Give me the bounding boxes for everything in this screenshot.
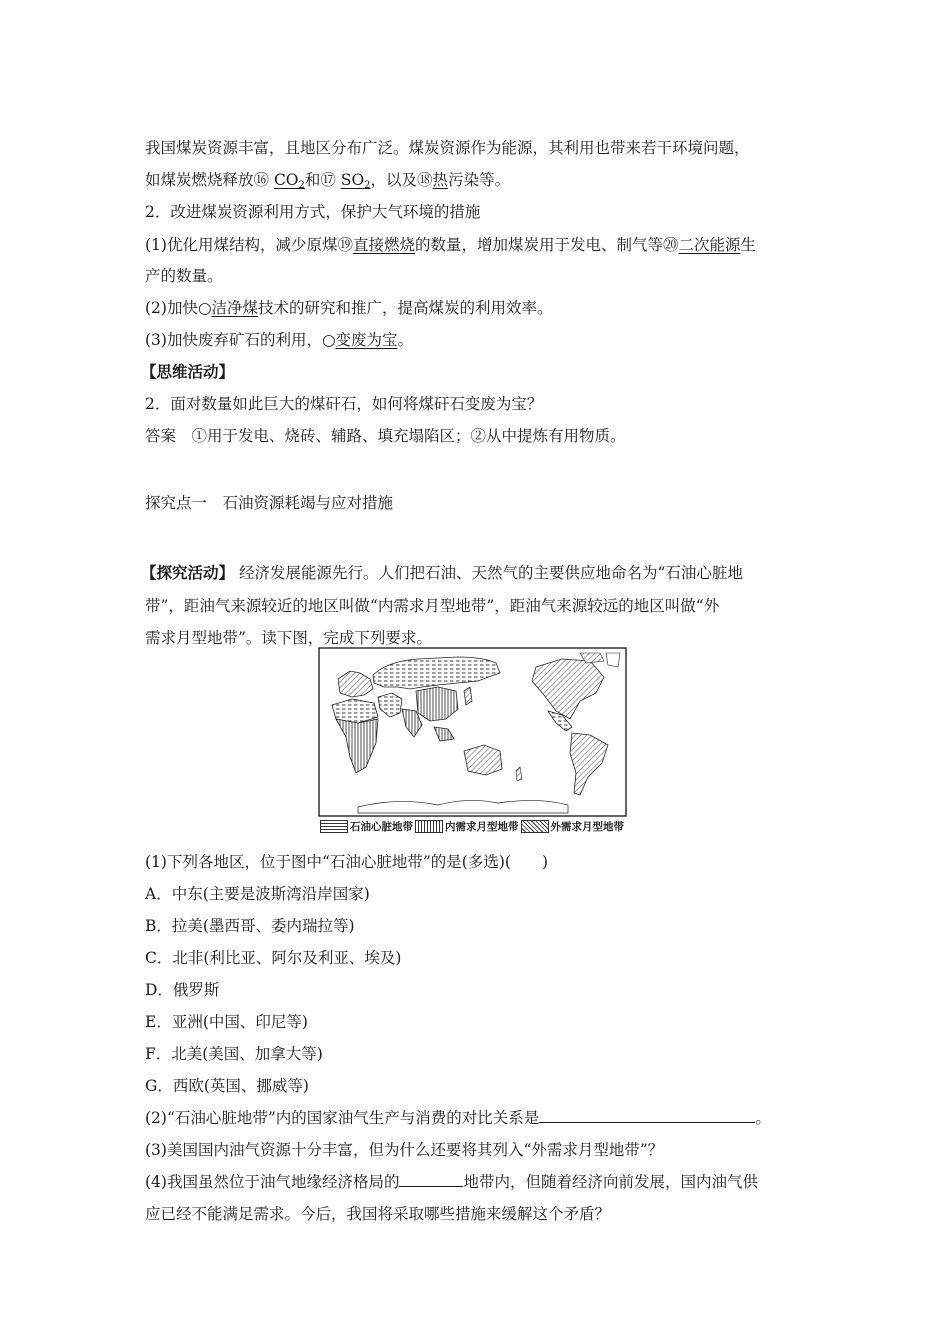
list-item: (1)优化用煤结构，减少原煤⑲直接燃烧的数量，增加煤炭用于发电、制气等⑳二次能源生 — [145, 236, 757, 254]
option-b: B．拉美(墨西哥、委内瑞拉等) — [145, 917, 355, 935]
answer-heat: 热 — [432, 171, 449, 189]
option-d: D．俄罗斯 — [145, 981, 220, 999]
text: 和⑰ — [304, 171, 341, 189]
answer-so2: $SO_2$ — [340, 171, 371, 191]
option-e: E．亚洲(中国、印尼等) — [145, 1013, 308, 1031]
world-oil-map — [318, 647, 628, 837]
paragraph-line: 带”，距油气来源较近的地区叫做“内需求月型地带”，距油气来源较远的地区叫做“外 — [145, 597, 720, 615]
answer-co2: $CO_2$ — [273, 171, 305, 191]
explore-activity-line: 【探究活动】 经济发展能源先行。人们把石油、天然气的主要供应地命名为“石油心脏地 — [141, 563, 743, 582]
explore-activity-label: 【探究活动】 — [141, 563, 235, 582]
paragraph-line — [145, 169, 510, 197]
think-activity-label: 【思维活动】 — [141, 362, 235, 381]
outer-swatch-icon — [521, 820, 549, 833]
think-answer: 答案 ①用于发电、烧砖、辅路、填充塌陷区；②从中提炼有用物质。 — [145, 427, 626, 445]
question-4: (4)我国虽然位于油气地缘经济格局的 地带内，但随着经济向前发展，国内油气供 — [145, 1173, 758, 1191]
option-g: G．西欧(英国、挪威等) — [145, 1077, 309, 1095]
list-item: (3)加快废弃矿石的利用，○变废为宝。 — [145, 331, 414, 349]
option-f: F．北美(美国、加拿大等) — [145, 1045, 323, 1063]
answer-waste-to-treasure: 变废为宝 — [335, 331, 398, 349]
world-map-graphic — [318, 647, 628, 817]
answer-blank[interactable] — [399, 1172, 463, 1187]
inner-swatch-icon — [415, 820, 443, 833]
question-1: (1)下列各地区，位于图中“石油心脏地带”的是(多选)( ) — [145, 853, 548, 871]
paragraph-line — [145, 137, 750, 159]
explore-point-title: 探究点一 石油资源耗竭与应对措施 — [145, 494, 394, 512]
text: 我国煤炭资源丰富，且地区分布广泛。煤炭资源作为能源，其利用也带来若干环境问题， — [145, 139, 750, 157]
legend-outer-label: 外需求月型地带 — [550, 820, 624, 833]
heart-swatch-icon — [320, 820, 348, 833]
question-4-continuation: 应已经不能满足需求。今后，我国将采取哪些措施来缓解这个矛盾？ — [145, 1205, 611, 1223]
answer-clean-coal: 洁净煤 — [211, 299, 258, 317]
list-item: (2)加快○洁净煤技术的研究和推广，提高煤炭的利用效率。 — [145, 299, 553, 317]
map-legend — [318, 818, 638, 834]
answer-secondary-energy: 二次能源 — [678, 236, 741, 254]
option-a: A．中东(主要是波斯湾沿岸国家) — [145, 885, 370, 903]
option-c: C．北非(利比亚、阿尔及利亚、埃及) — [145, 949, 402, 967]
think-question: 2．面对数量如此巨大的煤矸石，如何将煤矸石变废为宝？ — [145, 395, 543, 413]
answer-blank[interactable] — [539, 1108, 755, 1123]
question-2: (2)“石油心脏地带”内的国家油气生产与消费的对比关系是 。 — [145, 1109, 771, 1127]
legend-heart-label: 石油心脏地带 — [350, 820, 413, 833]
list-item-continuation: 产的数量。 — [145, 267, 223, 285]
text: ，以及⑱ — [370, 171, 433, 189]
text: 污染等。 — [448, 171, 511, 189]
section-heading: 2．改进煤炭资源利用方式，保护大气环境的措施 — [145, 203, 481, 221]
question-3: (3)美国国内油气资源十分丰富，但为什么还要将其列入“外需求月型地带”？ — [145, 1141, 664, 1159]
text: 如煤炭燃烧释放⑯ — [145, 171, 274, 189]
answer-direct-burning: 直接燃烧 — [352, 236, 415, 254]
paragraph-line: 需求月型地带”。读下图，完成下列要求。 — [145, 629, 432, 647]
legend-inner-label: 内需求月型地带 — [445, 820, 519, 833]
